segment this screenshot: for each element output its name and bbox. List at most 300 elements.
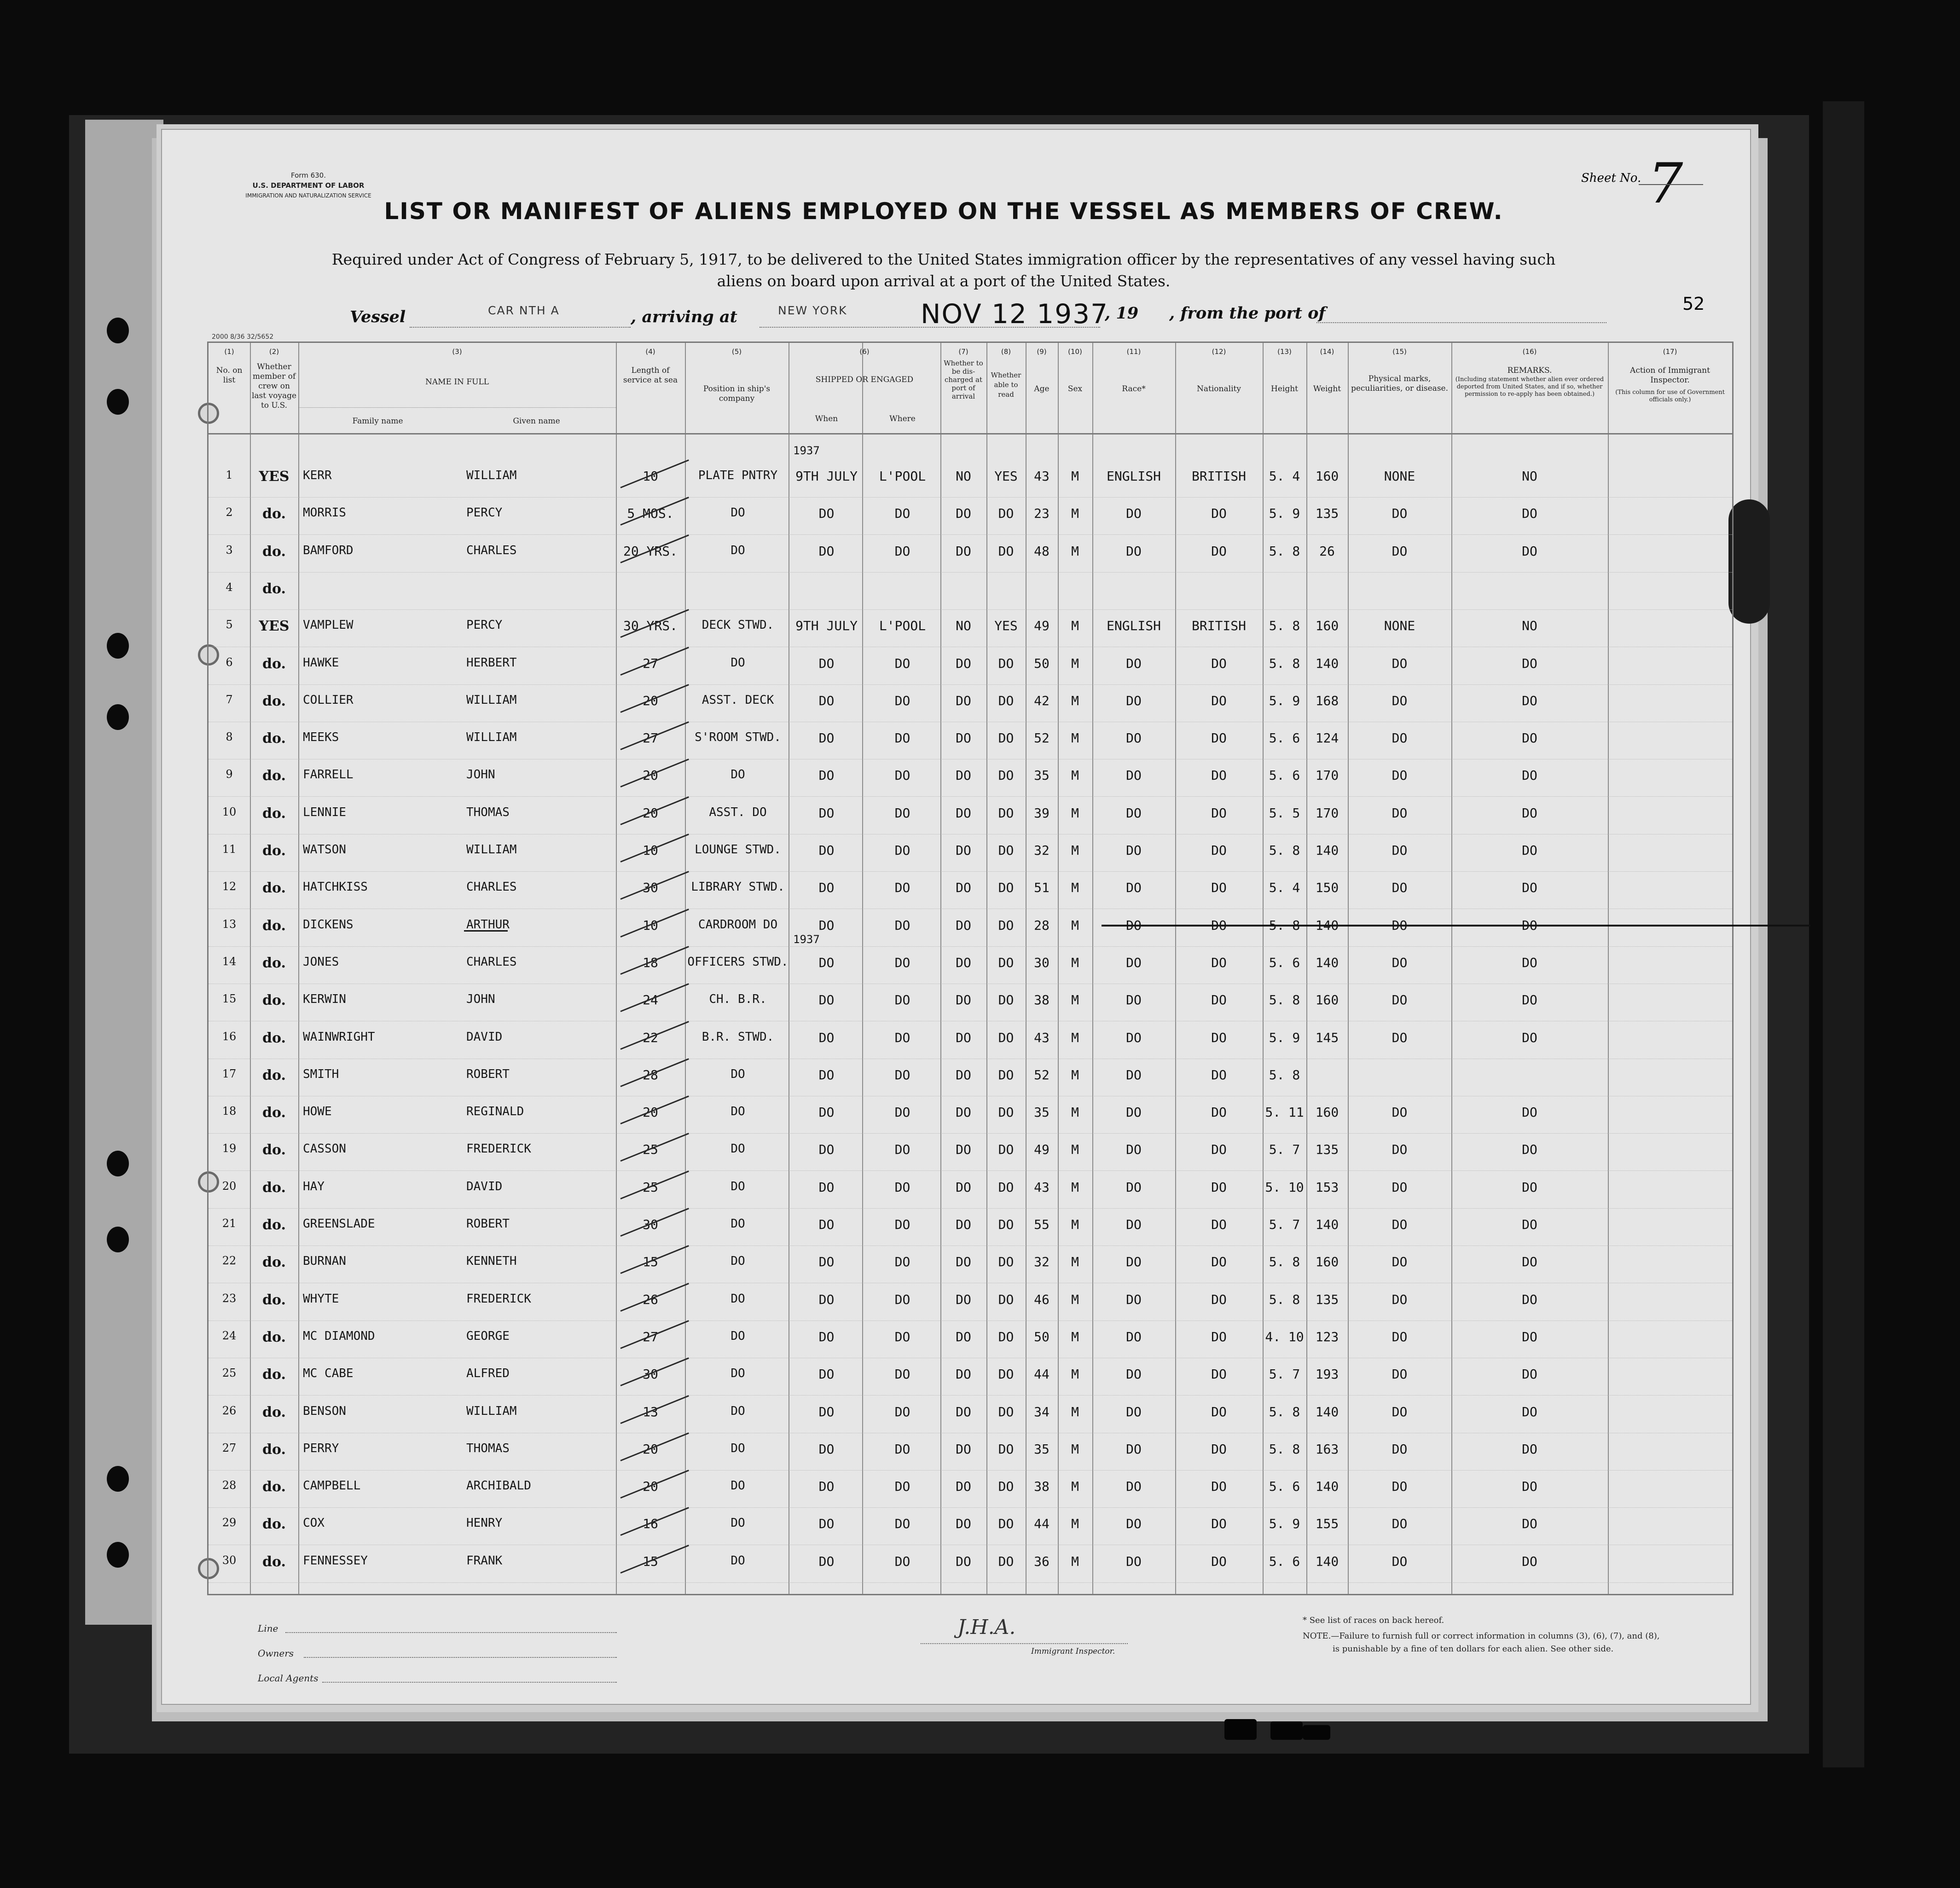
shipped-where-cell: L'POOL [879, 618, 926, 634]
family-name-cell: BENSON [303, 1404, 346, 1418]
shipped-year-note: 1937 [793, 933, 820, 946]
height-cell: 5. 4 [1269, 880, 1300, 896]
vessel-label: Vessel [350, 307, 406, 326]
able-to-read-cell: DO [998, 1404, 1014, 1419]
discharged-cell: DO [956, 1291, 971, 1307]
previous-voyage-cell: do. [262, 955, 286, 971]
position-cell: DO [731, 1329, 745, 1343]
row-number: 3 [226, 543, 233, 556]
weight-cell: 160 [1315, 469, 1339, 484]
position-cell: B.R. STWD. [702, 1030, 774, 1044]
able-to-read-cell: DO [998, 1479, 1014, 1494]
service-length-cell: 30 [643, 880, 658, 896]
row-number: 20 [222, 1179, 237, 1193]
remarks-cell: DO [1522, 1367, 1537, 1382]
nationality-cell: DO [1211, 1030, 1227, 1045]
shipped-where-cell: DO [894, 955, 910, 970]
able-to-read-cell: DO [998, 655, 1014, 671]
remarks-cell: DO [1522, 1479, 1537, 1494]
family-name-cell: PERRY [303, 1441, 339, 1455]
race-cell: DO [1126, 880, 1142, 896]
sheet-number: 7 [1648, 152, 1683, 216]
vessel-name: CAR NTH A [488, 304, 560, 317]
line-underline [285, 1632, 617, 1633]
given-name-cell: FREDERICK [466, 1142, 531, 1156]
shipped-where-cell: DO [894, 543, 910, 559]
shipped-when-cell: DO [818, 880, 835, 896]
sex-cell: M [1071, 1479, 1079, 1494]
page-subtitle [295, 249, 1593, 292]
able-to-read-cell: DO [998, 880, 1014, 896]
given-name-cell: WILLIAM [466, 1404, 517, 1418]
previous-voyage-cell: do. [262, 1329, 286, 1345]
height-cell: 5. 8 [1269, 1291, 1300, 1307]
physical-marks-cell: DO [1392, 1553, 1408, 1569]
sex-cell: M [1071, 543, 1079, 559]
physical-marks-cell: DO [1392, 1142, 1408, 1158]
age-cell: 36 [1034, 1553, 1050, 1569]
race-cell: DO [1126, 843, 1142, 858]
sex-cell: M [1071, 1291, 1079, 1307]
remarks-cell: DO [1522, 992, 1537, 1008]
remarks-cell: DO [1522, 1404, 1537, 1419]
nationality-cell: DO [1211, 1291, 1227, 1307]
owners-label: Owners [258, 1648, 294, 1659]
shipped-when-cell: DO [818, 1254, 835, 1270]
given-name-cell: THOMAS [466, 805, 510, 819]
remarks-cell: DO [1522, 1553, 1537, 1569]
agents-underline [322, 1682, 617, 1683]
nationality-cell: DO [1211, 543, 1227, 559]
physical-marks-cell: DO [1392, 768, 1408, 783]
row-number: 4 [226, 580, 233, 594]
service-length-cell: 27 [643, 1329, 658, 1344]
shipped-when-cell: DO [818, 992, 835, 1008]
row-rule [209, 497, 1732, 498]
shipped-where-cell: DO [894, 805, 910, 821]
family-name-cell: COX [303, 1516, 325, 1530]
physical-marks-cell: DO [1392, 655, 1408, 671]
weight-cell: 153 [1315, 1179, 1339, 1195]
row-number: 11 [222, 843, 237, 856]
race-cell: DO [1126, 1329, 1142, 1344]
col-num-11: (11) [1126, 347, 1141, 356]
row-number: 19 [222, 1142, 237, 1155]
row-number: 10 [222, 805, 237, 818]
position-cell: ASST. DO [709, 805, 767, 819]
previous-voyage-cell: YES [259, 618, 290, 635]
previous-voyage-cell: do. [262, 1291, 286, 1308]
physical-marks-cell: DO [1392, 1329, 1408, 1344]
height-cell: 5. 8 [1269, 992, 1300, 1008]
nationality-cell: DO [1211, 1067, 1227, 1083]
race-cell: DO [1126, 768, 1142, 783]
previous-voyage-cell: do. [262, 768, 286, 784]
discharged-cell: DO [956, 543, 971, 559]
shipped-where-cell: DO [894, 1404, 910, 1419]
position-cell: DO [731, 1105, 745, 1119]
col-head-race: Race* [1122, 384, 1146, 394]
remarks-cell: DO [1522, 1105, 1537, 1120]
col-num-8: (8) [1001, 347, 1011, 356]
physical-marks-cell: DO [1392, 1479, 1408, 1494]
discharged-cell: DO [956, 1254, 971, 1270]
vessel-underline [410, 327, 631, 328]
weight-cell: 140 [1315, 1553, 1339, 1569]
discharged-cell: DO [956, 730, 971, 746]
family-name-cell: JONES [303, 955, 339, 969]
family-name-cell: BURNAN [303, 1254, 346, 1268]
race-cell: DO [1126, 1291, 1142, 1307]
remarks-cell: DO [1522, 1142, 1537, 1158]
family-name-cell: SMITH [303, 1067, 339, 1081]
discharged-cell: DO [956, 880, 971, 896]
family-name-cell: COLLIER [303, 693, 354, 707]
age-cell: 32 [1034, 1254, 1050, 1270]
sex-cell: M [1071, 1067, 1079, 1083]
given-name-cell: THOMAS [466, 1441, 510, 1455]
family-name-cell: WHYTE [303, 1291, 339, 1306]
physical-marks-cell: DO [1392, 843, 1408, 858]
able-to-read-cell: DO [998, 843, 1014, 858]
discharged-cell: DO [956, 1441, 971, 1457]
col-head-nationality: Nationality [1197, 384, 1241, 394]
weight-cell: 145 [1315, 1030, 1339, 1045]
able-to-read-cell: DO [998, 1179, 1014, 1195]
family-name-cell: CASSON [303, 1142, 346, 1156]
able-to-read-cell: DO [998, 730, 1014, 746]
age-cell: 46 [1034, 1291, 1050, 1307]
previous-voyage-cell: do. [262, 1553, 286, 1570]
given-name-cell: JOHN [466, 768, 495, 782]
punch-hole [107, 633, 129, 659]
shipped-when-cell: DO [818, 693, 835, 708]
race-cell: DO [1126, 693, 1142, 708]
race-cell: DO [1126, 730, 1142, 746]
height-cell: 5. 7 [1269, 1142, 1300, 1158]
col-num-9: (9) [1037, 347, 1047, 356]
col-num-12: (12) [1212, 347, 1226, 356]
shipped-where-cell: DO [894, 1441, 910, 1457]
shipped-where-cell: DO [894, 1067, 910, 1083]
previous-voyage-cell: do. [262, 580, 286, 597]
height-cell: 5. 8 [1269, 917, 1300, 933]
sheet-number-line [1639, 184, 1703, 185]
sex-cell: M [1071, 1105, 1079, 1120]
service-length-cell: 20 [643, 693, 658, 708]
sex-cell: M [1071, 917, 1079, 933]
position-cell: DECK STWD. [702, 618, 774, 632]
position-cell: DO [731, 1179, 745, 1193]
able-to-read-cell: YES [994, 618, 1018, 634]
row-number: 6 [226, 655, 233, 669]
physical-marks-cell: DO [1392, 730, 1408, 746]
discharged-cell: DO [956, 768, 971, 783]
col-head-height: Height [1271, 384, 1298, 394]
race-cell: ENGLISH [1106, 469, 1161, 484]
shipped-when-cell: DO [818, 1030, 835, 1045]
age-cell: 51 [1034, 880, 1050, 896]
physical-marks-cell: DO [1392, 1291, 1408, 1307]
physical-marks-cell: DO [1392, 1441, 1408, 1457]
given-name-cell: ROBERT [466, 1067, 510, 1081]
col-num-13: (13) [1277, 347, 1292, 356]
punch-hole [107, 704, 129, 730]
remarks-cell: DO [1522, 655, 1537, 671]
previous-voyage-cell: do. [262, 1030, 286, 1046]
given-name-cell: GEORGE [466, 1329, 510, 1343]
position-cell: DO [731, 1367, 745, 1381]
service-length-cell: 30 [643, 1217, 658, 1232]
nationality-cell: DO [1211, 693, 1227, 708]
row-number: 12 [222, 880, 237, 893]
row-rule [209, 572, 1732, 573]
given-name-cell: CHARLES [466, 955, 517, 969]
arrival-date-stamp: NOV 12 1937 [921, 298, 1108, 330]
family-name-cell: WATSON [303, 843, 346, 857]
row-rule [209, 1208, 1732, 1209]
discharged-cell: DO [956, 1030, 971, 1045]
shipped-where-cell: DO [894, 1179, 910, 1195]
height-cell: 5. 8 [1269, 1441, 1300, 1457]
physical-marks-cell: DO [1392, 1179, 1408, 1195]
family-name-cell: HOWE [303, 1105, 332, 1119]
row-rule [209, 684, 1732, 685]
col-head-remarks: REMARKS. [1507, 366, 1552, 375]
physical-marks-cell: DO [1392, 1254, 1408, 1270]
nationality-cell: BRITISH [1191, 618, 1246, 634]
sex-cell: M [1071, 618, 1079, 634]
age-cell: 52 [1034, 1067, 1050, 1083]
shipped-when-cell: 9TH JULY [795, 469, 858, 484]
previous-voyage-cell: do. [262, 1067, 286, 1083]
position-cell: DO [731, 1516, 745, 1530]
row-number: 24 [222, 1329, 237, 1342]
previous-voyage-cell: do. [262, 1179, 286, 1196]
service-length-cell: 10 [643, 843, 658, 858]
previous-voyage-cell: do. [262, 1367, 286, 1383]
punch-hole [107, 389, 129, 415]
previous-voyage-cell: do. [262, 1404, 286, 1420]
remarks-cell: DO [1522, 768, 1537, 783]
race-cell: DO [1126, 543, 1142, 559]
service-length-cell: 13 [643, 1404, 658, 1419]
service-length-cell: 10 [643, 469, 658, 484]
height-cell: 5. 5 [1269, 805, 1300, 821]
shipped-when-cell: DO [818, 543, 835, 559]
discharged-cell: DO [956, 1553, 971, 1569]
col-num-14: (14) [1320, 347, 1334, 356]
col-head-number: No. on list [216, 366, 243, 385]
able-to-read-cell: DO [998, 1217, 1014, 1232]
col-head-shipped: SHIPPED OR ENGAGED [815, 375, 914, 384]
race-cell: DO [1126, 955, 1142, 970]
family-name-cell: HAWKE [303, 655, 339, 670]
remarks-cell: DO [1522, 843, 1537, 858]
service-length-cell: 30 [643, 1367, 658, 1382]
weight-cell: 160 [1315, 1105, 1339, 1120]
owners-underline [304, 1657, 617, 1658]
physical-marks-cell: DO [1392, 955, 1408, 970]
binder-clip [1303, 1725, 1330, 1740]
shipped-where-cell: DO [894, 1254, 910, 1270]
nationality-cell: DO [1211, 1404, 1227, 1419]
row-number: 13 [222, 917, 237, 931]
sex-cell: M [1071, 1179, 1079, 1195]
service-length-cell: 25 [643, 1142, 658, 1158]
shipped-year-note: 1937 [793, 444, 820, 457]
discharged-cell: DO [956, 1329, 971, 1344]
shipped-when-cell: DO [818, 805, 835, 821]
remarks-cell: DO [1522, 1441, 1537, 1457]
shipped-where-cell: DO [894, 768, 910, 783]
family-name-cell: HAY [303, 1179, 325, 1193]
page-title: LIST OR MANIFEST OF ALIENS EMPLOYED ON THE VESSEL AS MEMBERS OF CREW. [384, 198, 1503, 225]
nationality-cell: DO [1211, 917, 1227, 933]
shipped-where-cell: DO [894, 1030, 910, 1045]
col-head-remarks-note: (Including statement whether alien ever ordered deported from United States, and if so, whether permission to re-apply has been obtained.) [1455, 376, 1604, 398]
age-cell: 52 [1034, 730, 1050, 746]
physical-marks-cell: DO [1392, 1404, 1408, 1419]
given-name-cell: HENRY [466, 1516, 503, 1530]
weight-cell: 170 [1315, 768, 1339, 783]
header-separator [209, 433, 1732, 434]
col-num-4: (4) [645, 347, 655, 356]
given-name-cell: REGINALD [466, 1105, 524, 1119]
row-rule [209, 1170, 1732, 1171]
remarks-cell: NO [1522, 469, 1537, 484]
age-cell: 34 [1034, 1404, 1050, 1419]
shipped-where-cell: DO [894, 1553, 910, 1569]
service-length-cell: 20 [643, 805, 658, 821]
nationality-cell: DO [1211, 1441, 1227, 1457]
physical-marks-cell: DO [1392, 880, 1408, 896]
previous-voyage-cell: do. [262, 1217, 286, 1233]
position-cell: LOUNGE STWD. [695, 843, 781, 857]
service-length-cell: 24 [643, 992, 658, 1008]
row-number: 8 [226, 730, 233, 744]
year-label: , 19 [1105, 304, 1139, 323]
penalty-note-1: NOTE.—Failure to furnish full or correct information in columns (3), (6), (7), and (8), [1303, 1631, 1660, 1641]
discharged-cell: DO [956, 693, 971, 708]
given-name-cell: PERCY [466, 506, 503, 520]
able-to-read-cell: DO [998, 1105, 1014, 1120]
able-to-read-cell: DO [998, 805, 1014, 821]
punch-hole [107, 1466, 129, 1492]
sex-cell: M [1071, 730, 1079, 746]
weight-cell: 160 [1315, 618, 1339, 634]
able-to-read-cell: DO [998, 1441, 1014, 1457]
age-cell: 49 [1034, 1142, 1050, 1158]
previous-voyage-cell: do. [262, 992, 286, 1009]
col-head-name: NAME IN FULL [425, 377, 489, 387]
weight-cell: 123 [1315, 1329, 1339, 1344]
nationality-cell: DO [1211, 730, 1227, 746]
service-length-cell: 15 [643, 1254, 658, 1270]
race-cell: ENGLISH [1106, 618, 1161, 634]
discharged-cell: DO [956, 1367, 971, 1382]
shipped-when-cell: DO [818, 730, 835, 746]
age-cell: 49 [1034, 618, 1050, 634]
nationality-cell: DO [1211, 1479, 1227, 1494]
col-head-weight: Weight [1313, 384, 1341, 394]
age-cell: 23 [1034, 506, 1050, 521]
column-rule [1608, 343, 1609, 1594]
col-head-action: Action of Immigrant Inspector. [1630, 366, 1710, 385]
given-name-cell: KENNETH [466, 1254, 517, 1268]
shipped-when-cell: DO [818, 1179, 835, 1195]
sex-cell: M [1071, 1553, 1079, 1569]
column-rule [298, 343, 299, 1594]
service-length-cell: 20 [643, 1441, 658, 1457]
race-cell: DO [1126, 1217, 1142, 1232]
family-name-cell: GREENSLADE [303, 1217, 375, 1231]
col-head-physical-marks: Physical marks, peculiarities, or disease. [1351, 374, 1449, 393]
weight-cell: 140 [1315, 843, 1339, 858]
given-name-cell: FRANK [466, 1553, 503, 1568]
family-name-cell: KERWIN [303, 992, 346, 1007]
family-name-cell: FENNESSEY [303, 1553, 368, 1568]
previous-voyage-cell: do. [262, 693, 286, 709]
race-cell: DO [1126, 1179, 1142, 1195]
col-head-when: When [815, 414, 838, 423]
previous-voyage-cell: do. [262, 506, 286, 522]
col-head-read: Whether able to read [991, 371, 1021, 399]
family-name-cell: LENNIE [303, 805, 346, 819]
given-name-cell: HERBERT [466, 655, 517, 670]
able-to-read-cell: DO [998, 1516, 1014, 1532]
service-length-cell: 20 [643, 1479, 658, 1494]
previous-voyage-cell: do. [262, 655, 286, 672]
given-name-cell: DAVID [466, 1179, 503, 1193]
age-cell: 44 [1034, 1367, 1050, 1382]
row-number: 25 [222, 1367, 237, 1380]
shipped-when-cell: DO [818, 1105, 835, 1120]
nationality-cell: DO [1211, 1516, 1227, 1532]
family-name-cell: MORRIS [303, 506, 346, 520]
sex-cell: M [1071, 655, 1079, 671]
position-cell: DO [731, 1254, 745, 1268]
family-name-cell: HATCHKISS [303, 880, 368, 894]
row-number: 15 [222, 992, 237, 1006]
discharged-cell: DO [956, 1217, 971, 1232]
able-to-read-cell: DO [998, 543, 1014, 559]
physical-marks-cell: DO [1392, 506, 1408, 521]
height-cell: 5. 8 [1269, 543, 1300, 559]
height-cell: 4. 10 [1265, 1329, 1304, 1344]
able-to-read-cell: DO [998, 1030, 1014, 1045]
shipped-where-cell: DO [894, 693, 910, 708]
remarks-cell: DO [1522, 730, 1537, 746]
family-name-cell: MC CABE [303, 1367, 354, 1381]
age-cell: 55 [1034, 1217, 1050, 1232]
sex-cell: M [1071, 805, 1079, 821]
discharged-cell: DO [956, 992, 971, 1008]
race-cell: DO [1126, 1367, 1142, 1382]
service-length-cell: 5 MOS. [627, 506, 674, 521]
shipped-where-cell: DO [894, 730, 910, 746]
age-cell: 30 [1034, 955, 1050, 970]
binder-clip [1270, 1721, 1303, 1740]
sex-cell: M [1071, 955, 1079, 970]
weight-cell: 140 [1315, 917, 1339, 933]
family-name-cell: MC DIAMOND [303, 1329, 375, 1343]
race-cell: DO [1126, 506, 1142, 521]
family-name-cell: CAMPBELL [303, 1479, 361, 1493]
given-name-cell: ROBERT [466, 1217, 510, 1231]
weight-cell: 150 [1315, 880, 1339, 896]
weight-cell: 193 [1315, 1367, 1339, 1382]
